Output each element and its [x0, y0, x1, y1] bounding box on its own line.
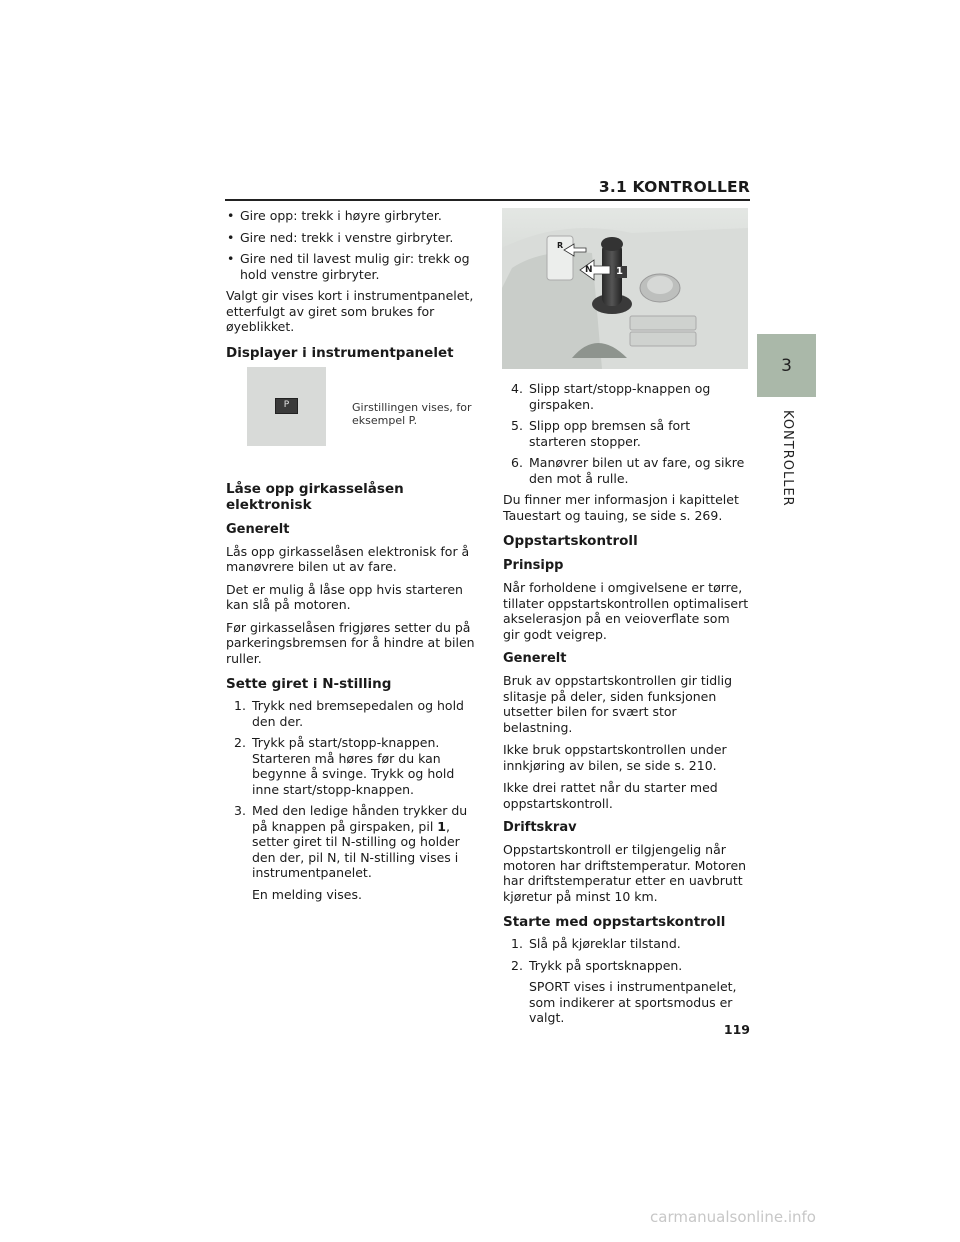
paragraph: Før girkasselåsen frigjøres setter du på parkeringsbremsen for å hindre at bilen ruller. — [226, 619, 475, 666]
heading-start: Starte med oppstartskontroll — [503, 914, 726, 930]
paragraph: Du finner mer informasjon i kapittelet Tauestart og tauing, se side s. 269. — [503, 492, 739, 523]
right-column — [503, 208, 749, 1032]
heading-display: Displayer i instrumentpanelet — [226, 344, 454, 361]
step-note: SPORT vises i instrumentpanelet, som indikerer at sportsmodus er valgt. — [529, 979, 737, 1025]
list-item: 4. Slipp start/stopp-knappen og girspaken. — [511, 381, 711, 412]
gear-lever-illustration — [502, 208, 748, 369]
list-item: • Gire opp: trekk i høyre girbryter. — [227, 208, 442, 223]
figure-caption: Girstillingen vises, for eksempel P. — [352, 400, 472, 427]
paragraph: Ikke drei rattet når du starter med oppstartskontroll. — [503, 780, 718, 811]
paragraph: Bruk av oppstartskontrollen gir tidlig slitasje på deler, siden funksjonen utsetter bilen for svært stor belastning. — [503, 673, 733, 735]
heading-launch: Oppstartskontroll — [503, 533, 638, 549]
list-item: 3. Med den ledige hånden trykker du på knappen på girspaken, pil 1, setter giret til N-stilling og holder den der, pil N, til N-stilling vises i instrumentpanelet. — [234, 803, 468, 880]
heading-unlock: Låse opp girkasselåsen elektronisk — [226, 480, 404, 513]
step-note: En melding vises. — [252, 886, 362, 902]
gear-lever-photo — [502, 208, 748, 369]
display-screen — [247, 367, 326, 446]
list-item: 6. Manøvrer bilen ut av fare, og sikre den mot å rulle. — [511, 455, 745, 486]
heading-principle: Prinsipp — [503, 558, 564, 573]
display-figure — [226, 367, 478, 471]
page-number: 119 — [723, 1022, 750, 1037]
paragraph: Det er mulig å låse opp hvis starteren kan slå på motoren. — [226, 581, 463, 612]
watermark[interactable]: carmanualsonline.info — [650, 1208, 816, 1226]
park-indicator-icon: P — [275, 398, 298, 414]
chapter-tab[interactable] — [757, 334, 816, 397]
callout-1: 1 — [616, 266, 623, 277]
paragraph: Oppstartskontroll er tilgjengelig når motoren har driftstemperatur. Motoren har driftstemperatur etter en uavbrutt kjøretur på minst 10 km. — [503, 842, 747, 904]
heading-requirements: Driftskrav — [503, 820, 577, 835]
header-rule — [225, 199, 750, 201]
list-item: 2. Trykk på start/stopp-knappen. Starteren må høres før du kan begynne å svinge. Trykk og hold inne start/stopp-knappen. — [234, 735, 455, 797]
paragraph: Når forholdene i omgivelsene er tørre, tillater oppstartskontrollen optimalisert akselerasjon på en veioverflate som gir godt veigrep. — [503, 580, 749, 642]
heading-neutral: Sette giret i N-stilling — [226, 676, 392, 692]
list-item: 1. Trykk ned bremsepedalen og hold den der. — [234, 698, 464, 729]
list-item: • Gire ned til lavest mulig gir: trekk og hold venstre girbryter. — [227, 251, 470, 282]
chapter-number: 3 — [781, 355, 792, 376]
section-title: 3.1 KONTROLLER — [598, 178, 750, 196]
gate-label-n: N — [585, 265, 593, 275]
list-item: 5. Slipp opp bremsen så fort starteren stopper. — [511, 418, 691, 449]
chapter-label: KONTROLLER — [780, 410, 795, 507]
paragraph: Lås opp girkasselåsen elektronisk for å manøvrere bilen ut av fare. — [226, 543, 470, 574]
gate-label-r: R — [557, 241, 564, 250]
paragraph: Valgt gir vises kort i instrumentpanelet, etterfulgt av giret som brukes for øyeblikket. — [226, 288, 474, 334]
list-item: 1. Slå på kjøreklar tilstand. — [511, 936, 681, 951]
list-item: 2. Trykk på sportsknappen. — [511, 957, 683, 973]
list-item: • Gire ned: trekk i venstre girbryter. — [227, 229, 454, 245]
left-column — [226, 208, 478, 908]
heading-general: Generelt — [226, 521, 290, 537]
heading-general: Generelt — [503, 651, 567, 666]
paragraph: Ikke bruk oppstartskontrollen under innkjøring av bilen, se side s. 210. — [503, 742, 727, 773]
